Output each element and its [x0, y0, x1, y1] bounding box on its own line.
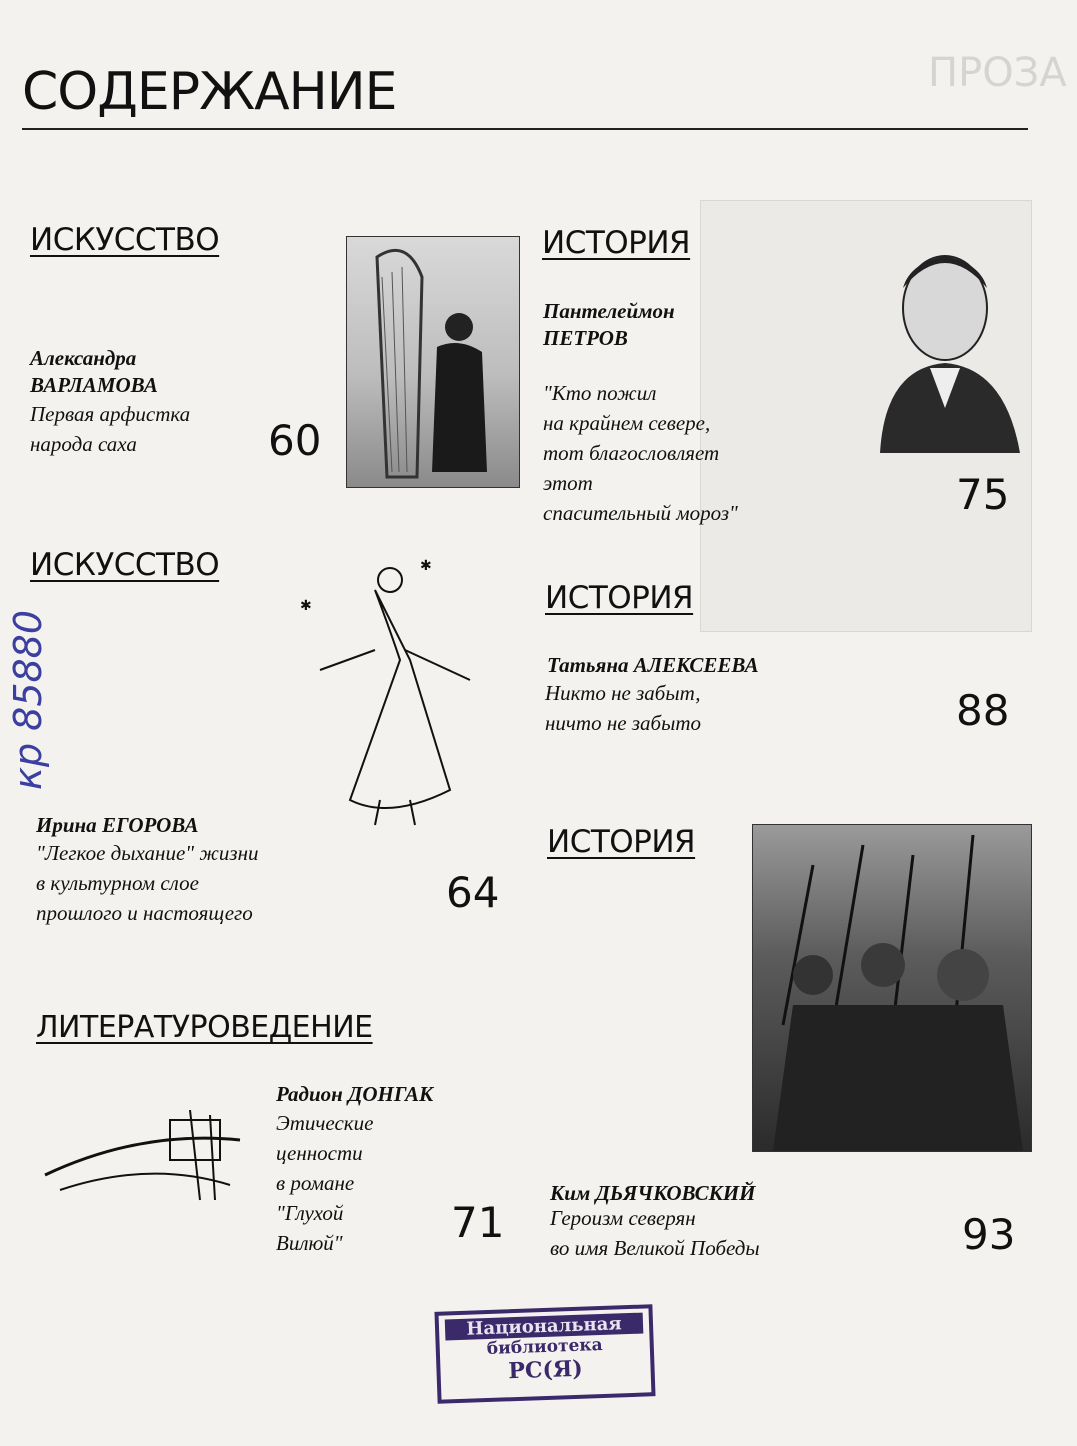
soldiers-photo	[752, 824, 1032, 1152]
stamp-line: Национальная	[445, 1313, 644, 1341]
description-line: во имя Великой Победы	[550, 1236, 760, 1260]
section-heading-history-3: ИСТОРИЯ	[547, 824, 696, 860]
description-line: Этические	[276, 1111, 374, 1135]
section-heading-literature: ЛИТЕРАТУРОВЕДЕНИЕ	[36, 1010, 373, 1045]
page-number-75: 75	[956, 470, 1010, 519]
article-description-dyachkovsky	[550, 1203, 760, 1263]
section-heading-art-2: ИСКУССТВО	[30, 547, 220, 583]
description-line: Вилюй"	[276, 1231, 343, 1255]
harpist-photo	[346, 236, 520, 488]
description-line: на крайнем севере,	[543, 411, 711, 435]
description-line: Героизм северян	[550, 1206, 696, 1230]
article-description-petrov	[543, 378, 738, 528]
description-line: народа саха	[30, 432, 137, 456]
page-number-71: 71	[451, 1198, 505, 1247]
stamp-line: РС(Я)	[507, 1355, 584, 1385]
bleed-through-label: ПРОЗА	[928, 50, 1067, 96]
article-description-dongak	[276, 1108, 373, 1258]
svg-text:✱: ✱	[300, 599, 312, 614]
description-line: "Кто пожил	[543, 381, 657, 405]
harpist-illustration	[347, 237, 519, 487]
description-line: этот	[543, 471, 593, 495]
svg-text:✱: ✱	[420, 559, 432, 574]
description-line: ценности	[276, 1141, 363, 1165]
author-egorova	[36, 812, 198, 839]
section-heading-history-1: ИСТОРИЯ	[542, 225, 691, 261]
author-last-name: ВАРЛАМОВА	[30, 373, 158, 397]
author-last-name: ДЬЯЧКОВСКИЙ	[595, 1181, 756, 1205]
author-alekseeva	[547, 652, 759, 679]
page-number-64: 64	[446, 868, 500, 917]
author-last-name: ЕГОРОВА	[101, 813, 199, 837]
description-line: прошлого и настоящего	[36, 901, 253, 925]
page-number-88: 88	[956, 686, 1010, 735]
author-last-name: АЛЕКСЕЕВА	[633, 653, 759, 677]
page-title: СОДЕРЖАНИЕ	[22, 62, 397, 122]
author-first-name: Татьяна	[547, 653, 629, 677]
library-stamp	[434, 1304, 655, 1404]
author-last-name: ПЕТРОВ	[543, 326, 628, 350]
description-line: спасительный мороз"	[543, 501, 738, 525]
description-line: в романе	[276, 1171, 355, 1195]
author-first-name: Ирина	[36, 813, 97, 837]
description-line: Первая арфистка	[30, 402, 191, 426]
author-first-name: Радион	[276, 1082, 343, 1106]
weapons-illustration	[40, 1110, 255, 1210]
author-first-name: Ким	[550, 1181, 591, 1205]
section-heading-history-2: ИСТОРИЯ	[545, 580, 694, 616]
page-number-60: 60	[268, 416, 322, 465]
author-petrov	[543, 298, 675, 352]
description-line: "Легкое дыхание" жизни	[36, 841, 259, 865]
title-divider	[22, 128, 1028, 130]
description-line: тот благословляет	[543, 441, 720, 465]
description-line: "Глухой	[276, 1201, 344, 1225]
portrait-illustration	[860, 238, 1030, 458]
skater-illustration	[280, 550, 510, 845]
soldiers-illustration	[753, 825, 1031, 1151]
article-description-egorova	[36, 838, 259, 928]
author-first-name: Александра	[30, 346, 137, 370]
page-number-93: 93	[962, 1210, 1016, 1259]
article-description-alekseeva	[545, 678, 701, 738]
author-last-name: ДОНГАК	[348, 1082, 434, 1106]
handwritten-inventory-number: кр 85880	[6, 609, 50, 790]
description-line: Никто не забыт,	[545, 681, 701, 705]
stamp-line: библиотека	[486, 1334, 604, 1360]
author-dongak	[276, 1081, 433, 1108]
article-description-varlamova	[30, 399, 190, 459]
author-first-name: Пантелеймон	[543, 299, 675, 323]
description-line: в культурном слое	[36, 871, 199, 895]
section-heading-art-1: ИСКУССТВО	[30, 222, 220, 258]
author-varlamova	[30, 345, 158, 399]
description-line: ничто не забыто	[545, 711, 701, 735]
